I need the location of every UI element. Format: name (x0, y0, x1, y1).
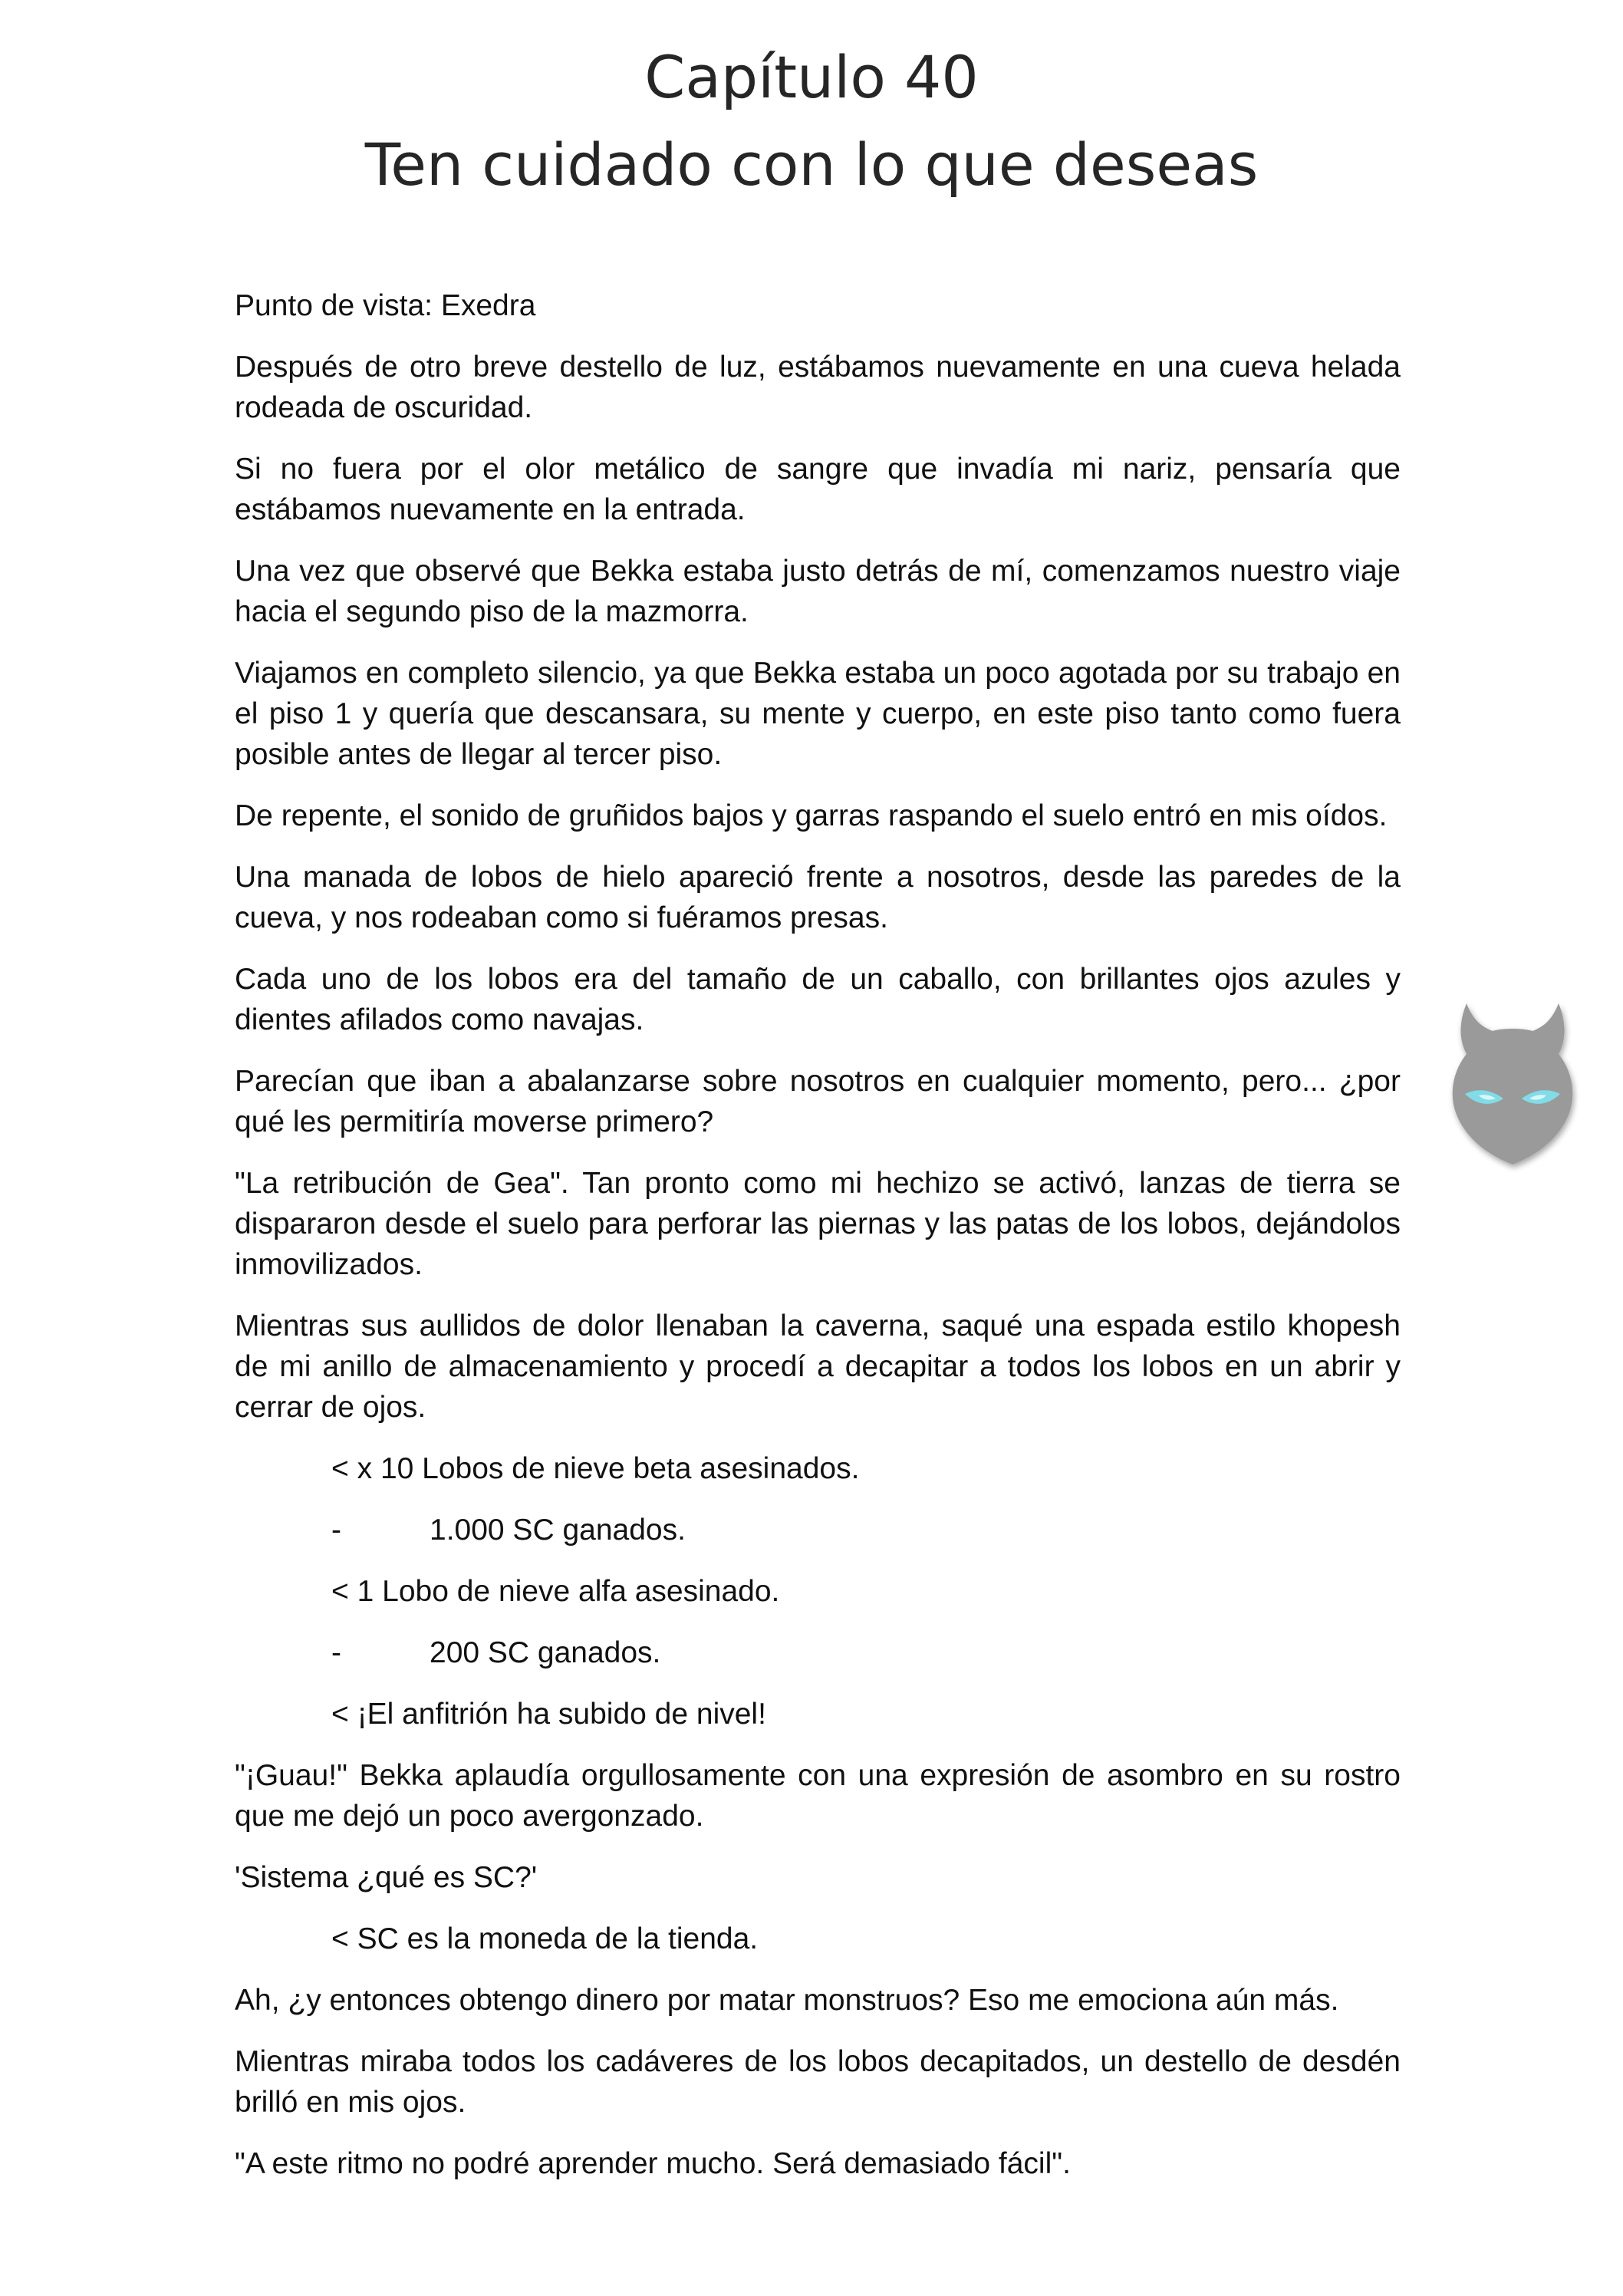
paragraph: Después de otro breve destello de luz, estábamos nuevamente en una cueva helada rodeada de oscuridad. (235, 351, 1401, 424)
paragraph: Mientras sus aullidos de dolor llenaban la caverna, saqué una espada estilo khopesh de mi anillo de almacenamiento y procedí a decapitar a todos los lobos en un abrir y cerrar de ojos. (235, 1309, 1401, 1424)
system-reward (235, 1632, 1401, 1673)
system-notification: < 1 Lobo de nieve alfa asesinado. (331, 1575, 780, 1608)
paragraph: De repente, el sonido de gruñidos bajos y garras raspando el suelo entró en mis oídos. (235, 799, 1388, 832)
paragraph: "A este ritmo no podré aprender mucho. Será demasiado fácil". (235, 2147, 1071, 2180)
system-notification: < x 10 Lobos de nieve beta asesinados. (331, 1452, 860, 1485)
paragraph: Parecían que iban a abalanzarse sobre nosotros en cualquier momento, pero... ¿por qué les permitiría moverse primero? (235, 1065, 1401, 1138)
paragraph: "¡Guau!" Bekka aplaudía orgullosamente con una expresión de asombro en su rostro que me dejó un poco avergonzado. (235, 1759, 1401, 1833)
paragraph: Una manada de lobos de hielo apareció frente a nosotros, desde las paredes de la cueva, y nos rodeaban como si fuéramos presas. (235, 861, 1401, 934)
chapter-number: Capítulo 40 (644, 43, 979, 111)
demon-head-icon (1436, 996, 1589, 1172)
paragraph: Viajamos en completo silencio, ya que Bekka estaba un poco agotada por su trabajo en el piso 1 y quería que descansara, su mente y cuerpo, en este piso tanto como fuera posible antes de llegar al tercer piso. (235, 657, 1401, 771)
dash-mark: - (331, 1514, 341, 1547)
chapter-title: Ten cuidado con lo que deseas (364, 130, 1259, 199)
paragraph: "La retribución de Gea". Tan pronto como mi hechizo se activó, lanzas de tierra se dispararon desde el suelo para perforar las piernas y las patas de los lobos, dejándolos inmovilizados. (235, 1167, 1401, 1281)
paragraph: Una vez que observé que Bekka estaba justo detrás de mí, comenzamos nuestro viaje hacia el segundo piso de la mazmorra. (235, 555, 1401, 628)
system-notification: < SC es la moneda de la tienda. (331, 1922, 759, 1955)
paragraph: Mientras miraba todos los cadáveres de los lobos decapitados, un destello de desdén brilló en mis ojos. (235, 2045, 1401, 2119)
paragraph: Punto de vista: Exedra (235, 289, 536, 322)
chapter-body (235, 285, 1401, 2205)
dash-mark: - (331, 1636, 341, 1669)
system-notification: < ¡El anfitrión ha subido de nivel! (331, 1698, 766, 1731)
system-reward (235, 1510, 1401, 1550)
paragraph: Ah, ¿y entonces obtengo dinero por matar monstruos? Eso me emociona aún más. (235, 1984, 1339, 2017)
paragraph: 'Sistema ¿qué es SC?' (235, 1861, 538, 1894)
paragraph: Si no fuera por el olor metálico de sangre que invadía mi nariz, pensaría que estábamos nuevamente en la entrada. (235, 453, 1401, 526)
paragraph: Cada uno de los lobos era del tamaño de un caballo, con brillantes ojos azules y dientes afilados como navajas. (235, 963, 1401, 1036)
reward-text: 1.000 SC ganados. (430, 1514, 686, 1547)
reward-text: 200 SC ganados. (430, 1636, 661, 1669)
